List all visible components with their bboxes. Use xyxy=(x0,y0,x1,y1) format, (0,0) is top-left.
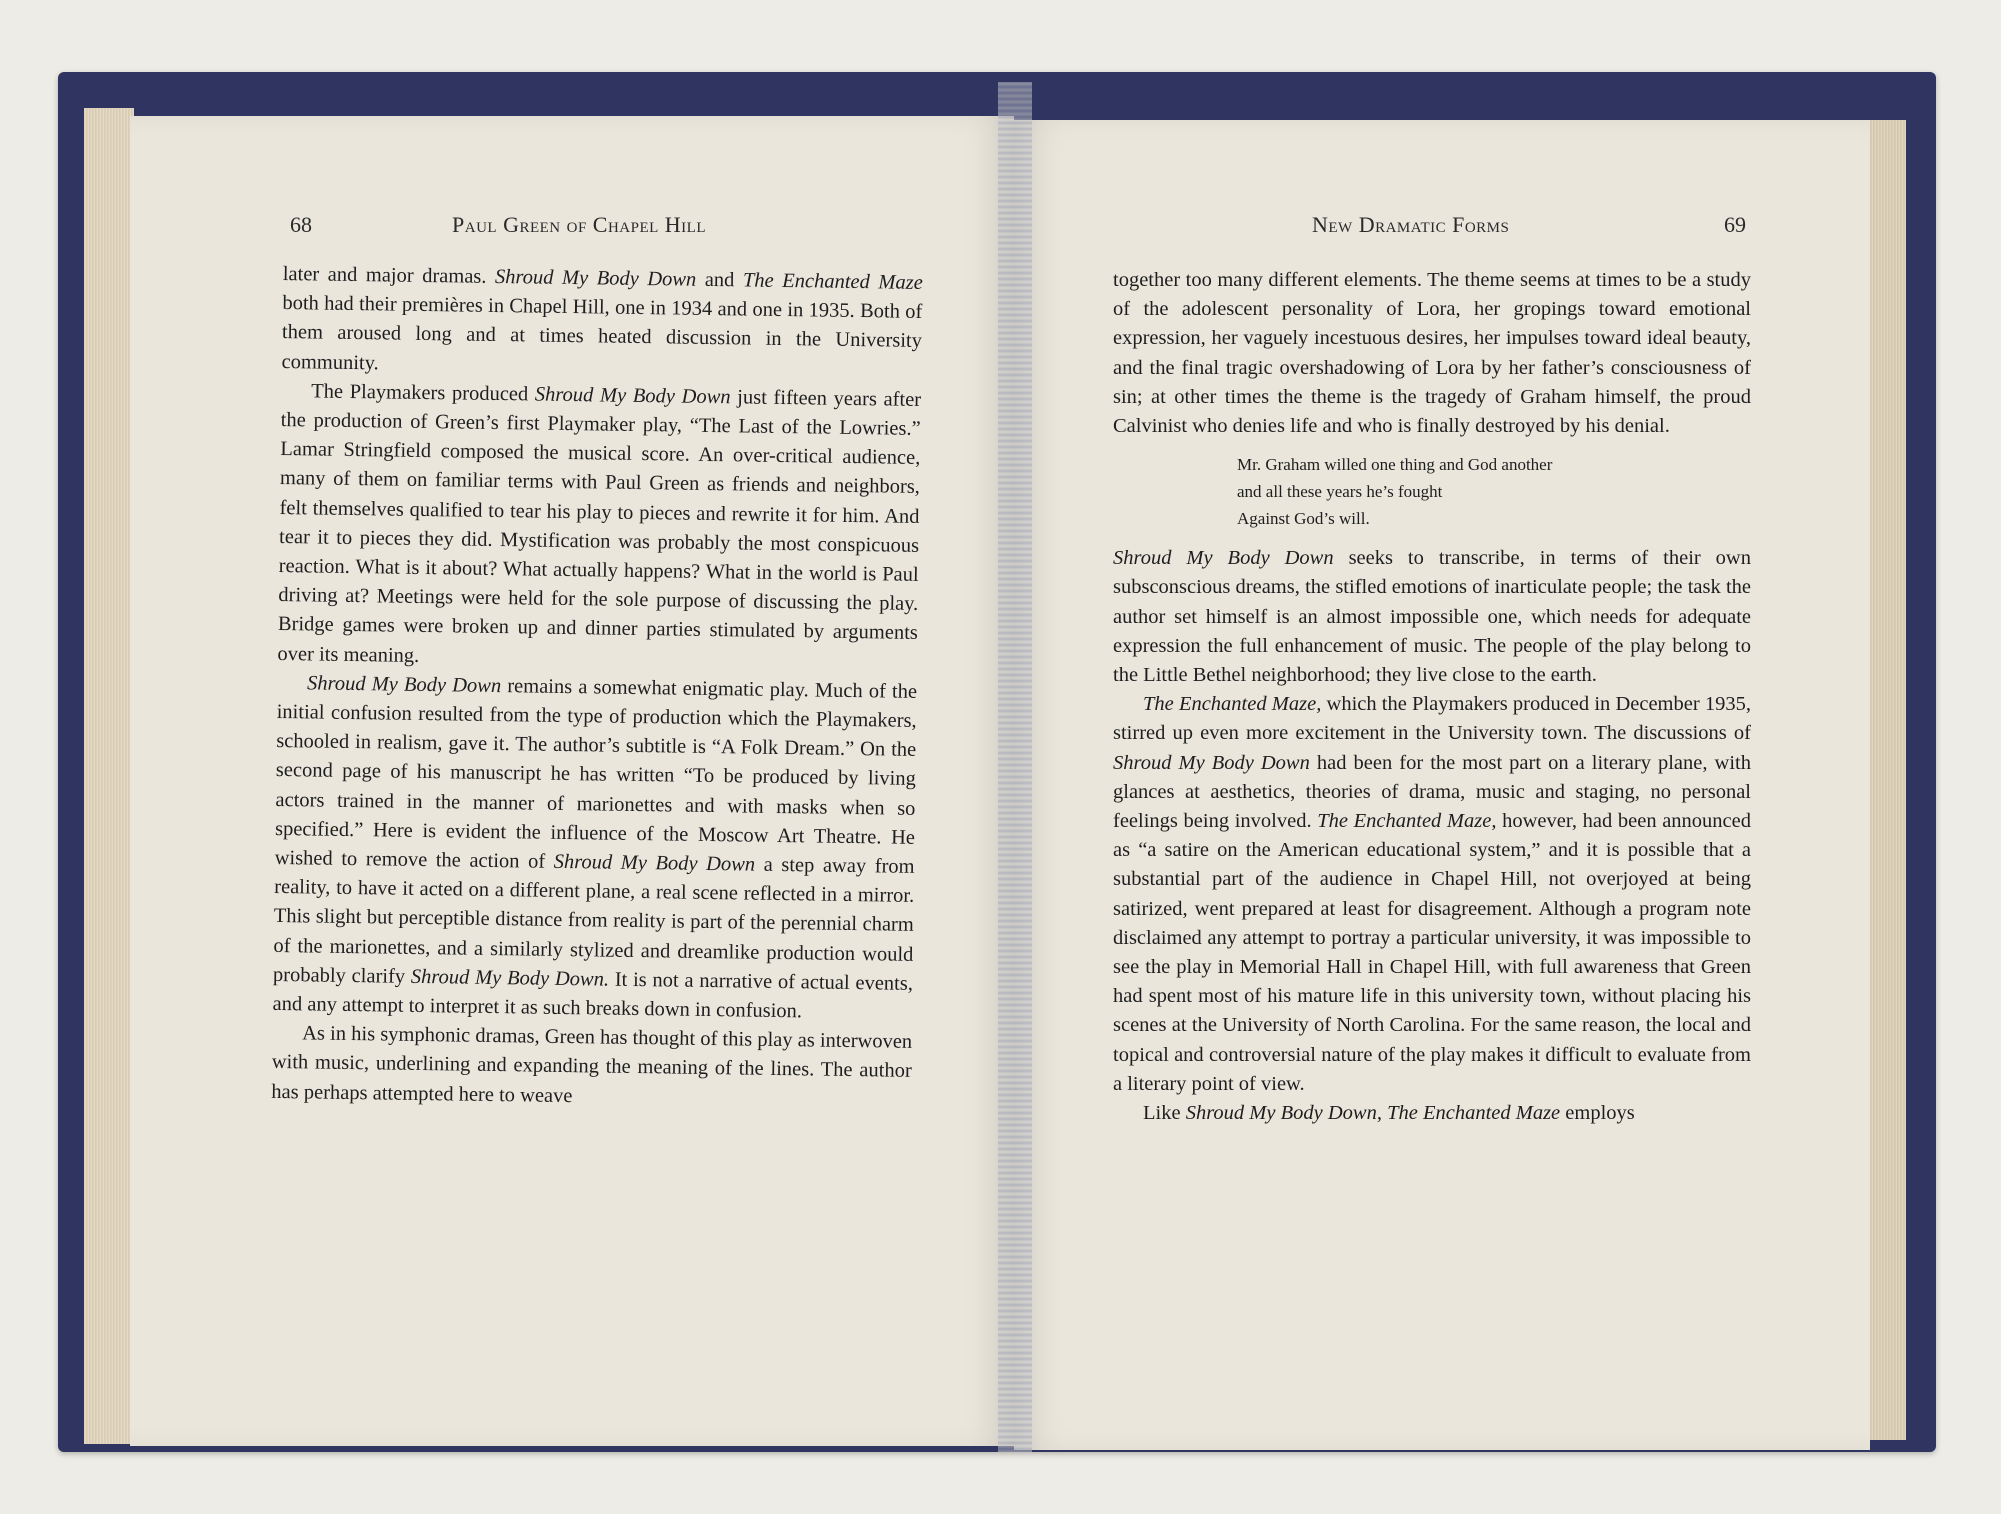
body-text: a step away from reality, to have it acted on a different plane, a real scene reflected in a mirror. This slight but perceptible distance from reality is part of the perennial charm of the marionettes, and a similarly stylized and dreamlike production would probably clarify xyxy=(272,853,915,988)
body-text: which the Playmakers produced in December 1935, stirred up even more excitement in the University town. The discussions of xyxy=(1113,693,1751,745)
paragraph xyxy=(281,260,923,386)
body-text: and xyxy=(696,268,744,292)
body-text: just fifteen years after the production of Green’s first Playmaker play, “The Last of the Lowries.” Lamar Stringfield composed the musical score. An over-critical audience, many of them on familiar terms with Paul Green as friends and neighbors, felt themselves qualified to tear his play to pieces and rewrite it for him. And tear it to pieces they did. Mystification was probably the most conspicuous reaction. What is it about? What actually happens? What in the world is Paul driving at? Meetings were held for the sole purpose of discussing the play. Bridge games were broken up and dinner parties stimulated by arguments over its meaning. xyxy=(277,386,922,667)
paragraph xyxy=(1113,266,1751,441)
italic-title-text: Shroud My Body Down xyxy=(553,850,756,876)
italic-title-text: Shroud My Body Down xyxy=(494,265,697,291)
verse-line: and all these years he’s fought xyxy=(1237,482,1443,502)
body-text: employs xyxy=(1560,1102,1635,1125)
body-text: both had their premières in Chapel Hill, one in 1934 and one in 1935. Both of them aroused long and at times heated discussion in the University community. xyxy=(281,292,923,374)
italic-title-text: The Enchanted Maze xyxy=(1387,1102,1561,1125)
paragraph xyxy=(1113,1099,1751,1128)
body-text: As in his symphonic dramas, Green has thought of this play as interwoven with music, underlining and expanding the meaning of the lines. The author has perhaps attempted here to weave xyxy=(271,1022,913,1107)
paragraph xyxy=(277,377,921,678)
italic-title-text: The Enchanted Maze xyxy=(742,269,923,294)
left-page-number: 68 xyxy=(290,212,312,237)
italic-title-text: Shroud My Body Down xyxy=(306,672,502,697)
left-running-head: Paul Green of Chapel Hill xyxy=(452,212,707,237)
body-text: It is not a narrative of actual events, and any attempt to interpret it as such breaks down in confusion. xyxy=(272,968,914,1023)
italic-title-text: The Enchanted Maze, xyxy=(1143,693,1322,716)
paragraph xyxy=(271,1019,912,1116)
body-text: remains a somewhat enigmatic play. Much of the initial confusion resulted from the type of production which the Playmakers, schooled in realism, gave it. The author’s subtitle is “A Folk Dream.” On the second page of his manuscript he has written “To be produced by living actors trained in the manner of marionettes and with masks when so specified.” Here is evident the influence of the Moscow Art Theatre. He wished to remove the action of xyxy=(274,674,918,873)
left-paragraphs xyxy=(271,260,923,1116)
paragraph xyxy=(272,669,917,1028)
italic-title-text: Shroud My Body Down, xyxy=(1185,1102,1382,1125)
right-paragraphs-before-verse xyxy=(1113,266,1751,441)
italic-title-text: Shroud My Body Down xyxy=(1113,547,1334,570)
right-page-number: 69 xyxy=(1724,212,1746,237)
italic-title-text: Shroud My Body Down. xyxy=(410,965,610,991)
body-text: The Playmakers produced xyxy=(311,380,536,406)
verse-line: Mr. Graham willed one thing and God another xyxy=(1237,455,1553,475)
paragraph xyxy=(1113,544,1751,690)
left-page-body xyxy=(271,260,923,1116)
book-spine xyxy=(998,82,1032,1452)
body-text: together too many different elements. The theme seems at times to be a study of the adolescent personality of Lora, her gropings toward emotional expression, her vaguely incestuous desires, her impulses toward ideal beauty, and the final tragic overshadowing of Lora by her father’s consciousness of sin; at other times the theme is the tragedy of Graham himself, the proud Calvinist who denies life and who is finally destroyed by his denial. xyxy=(1113,269,1751,438)
page-edges-left xyxy=(84,108,134,1444)
italic-title-text: The Enchanted Maze, xyxy=(1317,810,1497,833)
right-page-body xyxy=(1113,266,1751,1128)
italic-title-text: Shroud My Body Down xyxy=(1113,751,1310,774)
body-text: however, had been announced as “a satire on the American educational system,” and it is possible that a substantial part of the audience in Chapel Hill, not overjoyed at being satirized, went prepared at least for disagreement. Although a program note disclaimed any attempt to portray a particular university, it was impossible to see the play in Memorial Hall in Chapel Hill, with full awareness that Green had spent most of his mature life in this university town, without placing his scenes at the University of North Carolina. For the same reason, the local and topical and controversial nature of the play makes it difficult to evaluate from a literary point of view. xyxy=(1113,810,1752,1095)
body-text: later and major dramas. xyxy=(282,262,496,288)
paragraph xyxy=(1113,690,1751,1099)
italic-title-text: Shroud My Body Down xyxy=(534,383,731,409)
body-text: Like xyxy=(1143,1102,1186,1125)
right-running-head: New Dramatic Forms xyxy=(1312,212,1510,237)
verse-quotation xyxy=(1237,451,1751,532)
right-paragraphs-after-verse xyxy=(1113,544,1751,1128)
body-text: had been for the most part on a literary plane, with glances at aesthetics, theories of drama, music and staging, no personal feelings being involved. xyxy=(1113,751,1751,833)
body-text: seeks to transcribe, in terms of their own subsconscious dreams, the stifled emotions of inarticulate people; the task the author set himself is an almost impossible one, which needs for adequate expression the full enhancement of music. The people of the play belong to the Little Bethel neighborhood; they live close to the earth. xyxy=(1113,547,1751,687)
verse-line: Against God’s will. xyxy=(1237,509,1370,529)
